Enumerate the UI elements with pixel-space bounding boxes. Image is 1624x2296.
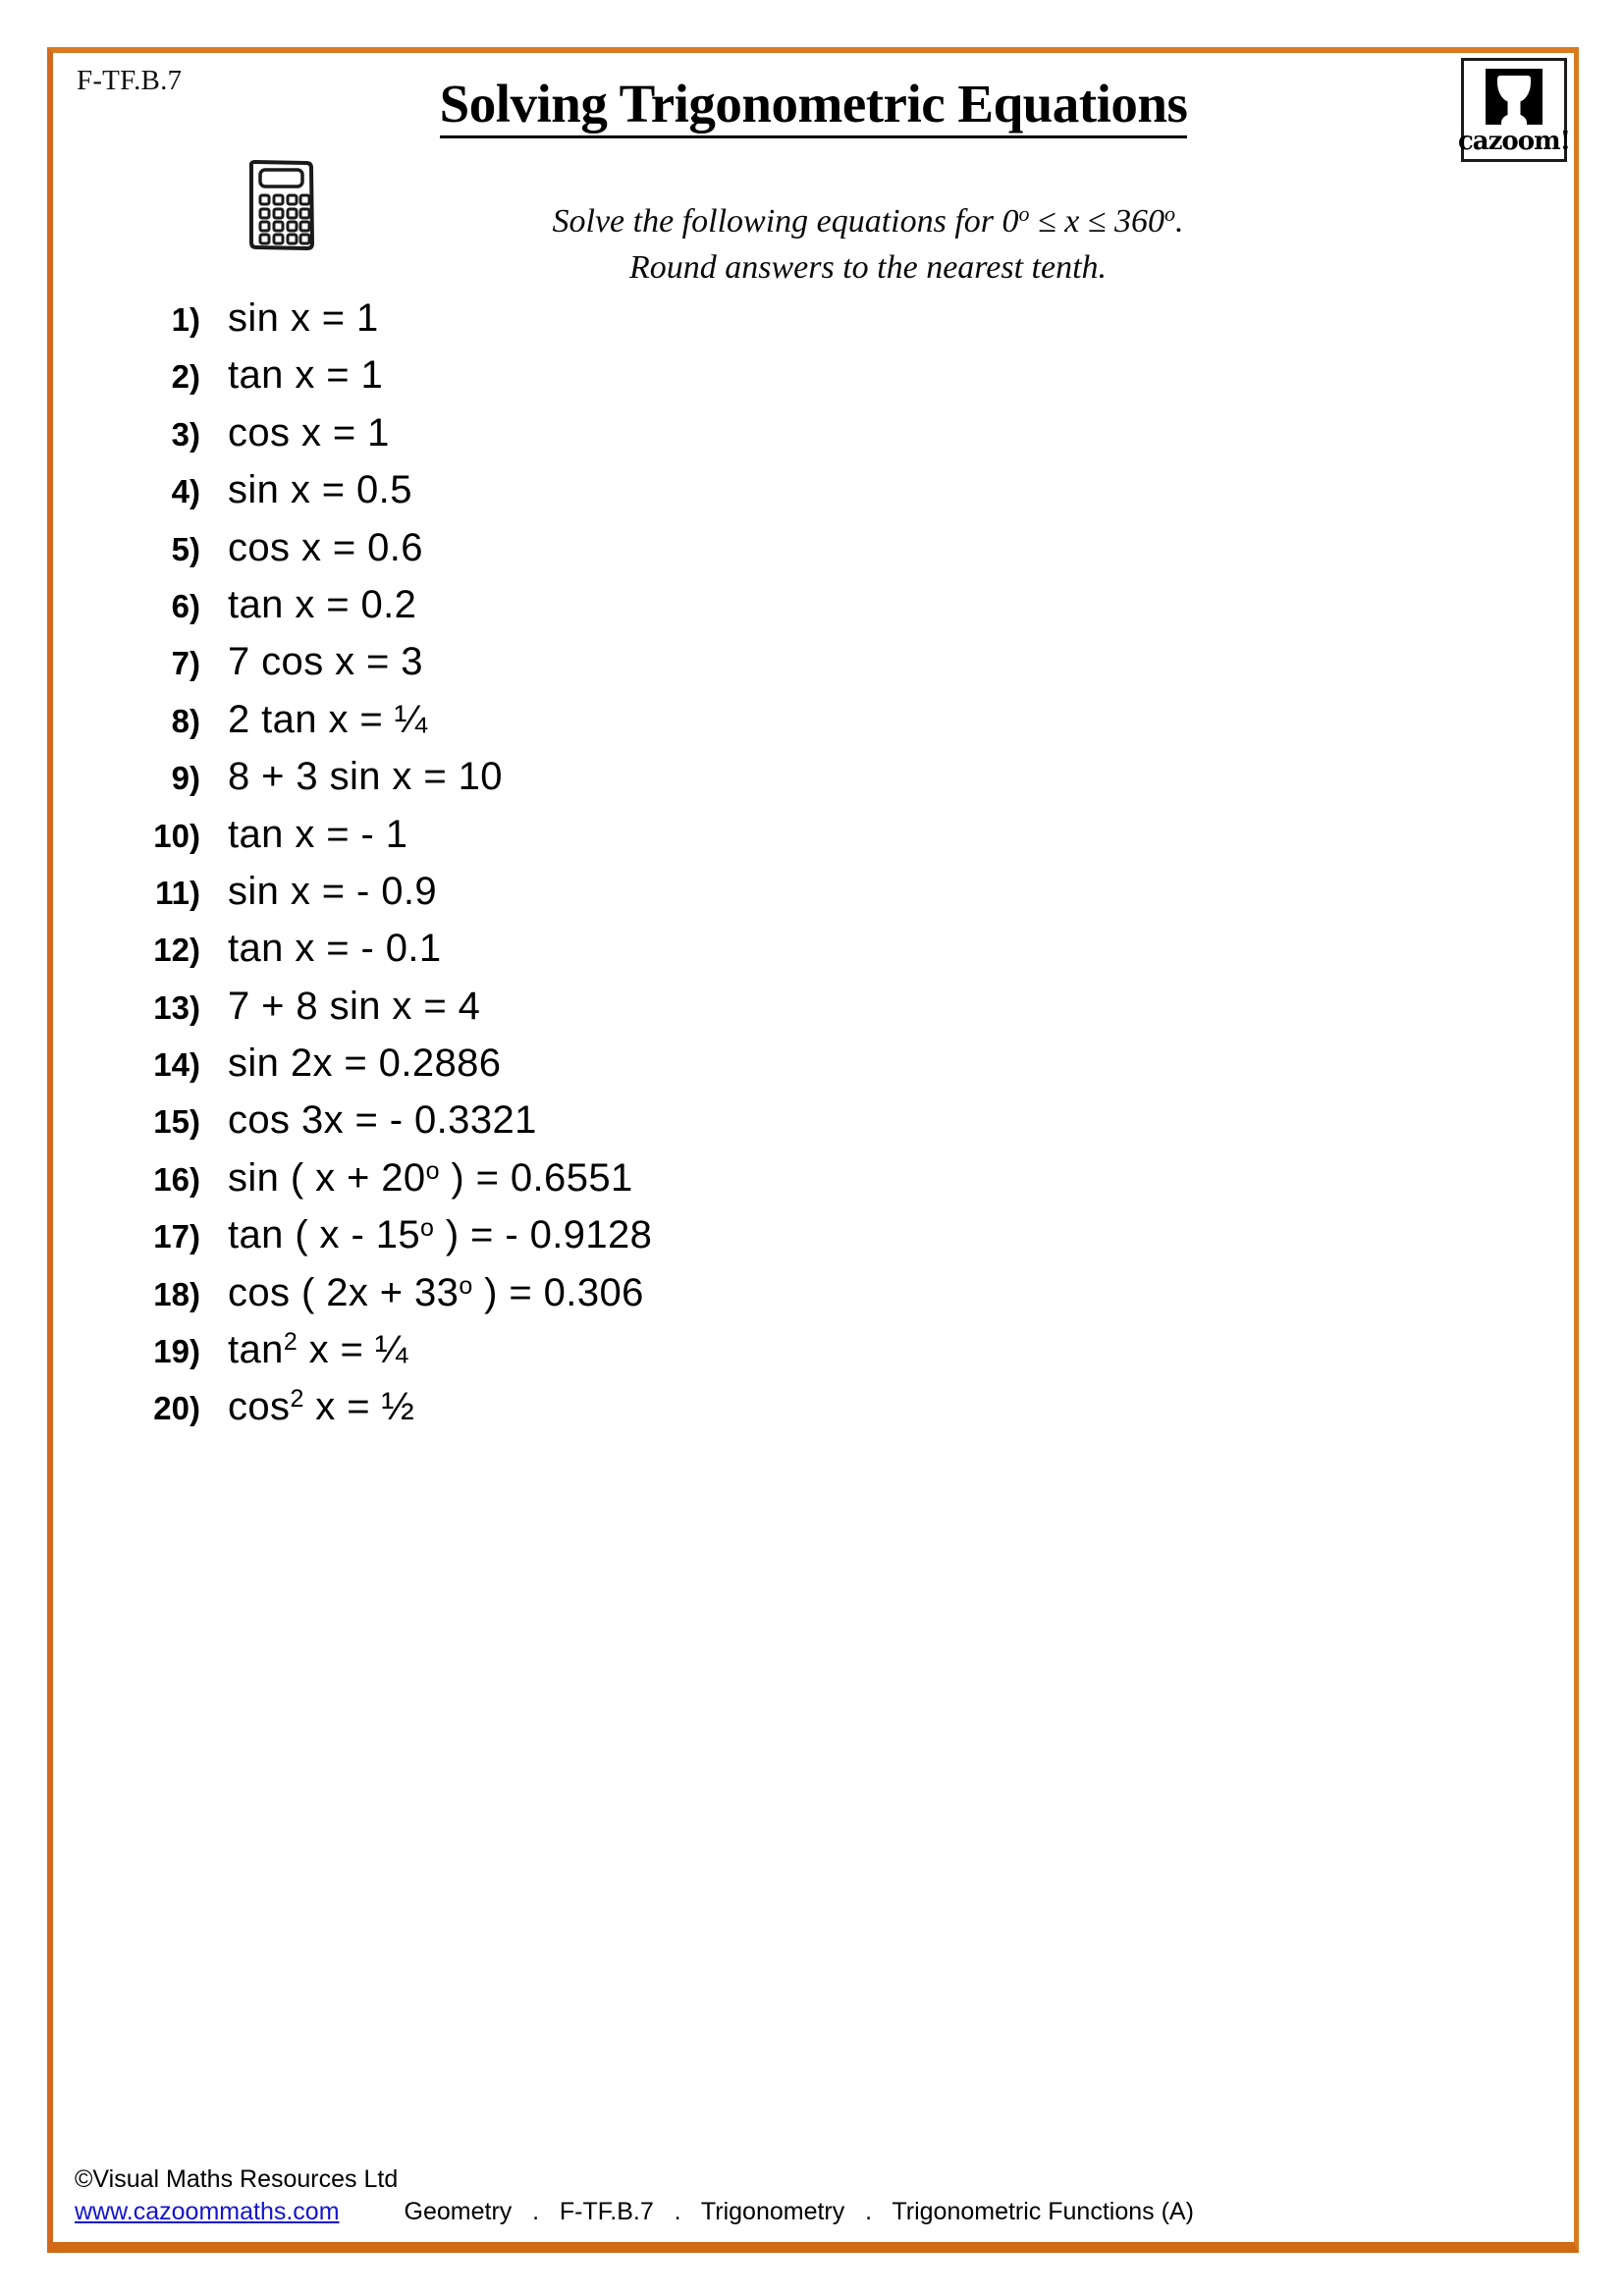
question-number: 3) [171,415,200,453]
question-equation: sin x = 0.5 [228,468,412,512]
question-row [53,1213,1574,1270]
question-equation: 7 cos x = 3 [228,640,423,684]
question-row [53,353,1574,410]
page-title [53,73,1574,134]
question-row [53,1328,1574,1385]
question-number: 6) [171,587,200,624]
question-row [53,870,1574,927]
question-number: 12) [153,932,200,969]
question-number: 7) [171,645,200,682]
question-row [53,985,1574,1041]
page-border [47,47,1579,2253]
question-equation: tan x = - 0.1 [228,927,442,971]
degree-symbol: o [1018,201,1030,226]
question-row [53,1041,1574,1098]
instructions [348,190,1388,291]
question-row [53,526,1574,583]
instruction-line-2: Round answers to the nearest tenth. [628,249,1108,286]
question-number: 4) [171,473,200,510]
question-equation: cos x = 1 [228,410,390,454]
question-row [53,468,1574,525]
question-number: 14) [153,1046,200,1084]
question-equation: 8 + 3 sin x = 10 [228,755,503,799]
instruction-line-1-a: Solve the following equations for 0 [552,203,1019,240]
question-equation: tan x = 0.2 [228,582,417,626]
question-row [53,813,1574,870]
question-equation: cos 3x = - 0.3321 [228,1098,537,1143]
footer-website-link[interactable]: www.cazoommaths.com [75,2198,340,2225]
question-row [53,927,1574,984]
question-equation: cos ( $2x + 33^o$ ) = 0.306 [228,1270,644,1314]
question-row [53,755,1574,812]
question-number: 13) [153,988,200,1026]
question-number: 18) [153,1275,200,1312]
footer [75,2163,1547,2228]
instruction-line-1-c: . [1174,203,1184,240]
cazoom-hourglass-icon [1486,69,1543,125]
question-equation: sin x = - 0.9 [228,869,438,913]
instruction-line-1-b: ≤ x ≤ 360 [1029,203,1164,240]
instruction-line-1 [348,190,1388,244]
question-number: 9) [171,760,200,797]
calculator-icon [245,159,316,251]
question-list [53,296,1574,1443]
page-title-text: Solving Trigonometric Equations [440,74,1188,138]
question-number: 10) [153,817,200,854]
question-row [53,583,1574,640]
cazoom-logo [1457,58,1571,162]
question-equation: 7 + 8 sin x = 4 [228,984,481,1028]
question-row [53,1156,1574,1213]
question-number: 2) [171,358,200,396]
question-equation: sin x = 1 [228,296,379,340]
question-equation: tan x = - 1 [228,812,408,856]
cazoom-logo-word: cazoom! [1457,127,1571,156]
question-equation: sin 2x = 0.2886 [228,1041,502,1086]
question-equation: $\tan^2 x$ = ¼ [228,1328,408,1372]
question-number: 15) [153,1103,200,1141]
footer-breadcrumbs: Geometry . F-TF.B.7 . Trigonometry . Trigonometric Functions (A) [404,2198,1194,2225]
question-equation: tan x = 1 [228,353,384,398]
question-row [53,1385,1574,1442]
question-number: 1) [171,301,200,338]
degree-symbol: o [1164,201,1175,226]
question-number: 5) [171,530,200,567]
question-number: 11) [155,874,200,911]
question-number: 19) [153,1333,200,1370]
question-equation: $\cos^2 x$ = ½ [228,1385,415,1429]
question-equation: cos x = 0.6 [228,525,423,569]
question-row [53,296,1574,353]
question-equation: 2 tan x = ¼ [228,697,428,741]
question-row [53,698,1574,755]
question-row [53,640,1574,697]
standard-code: F-TF.B.7 [77,65,183,96]
question-equation: tan ( x - 15$^o$ ) = - 0.9128 [228,1213,653,1257]
question-row [53,411,1574,468]
question-number: 17) [153,1218,200,1255]
question-row [53,1098,1574,1155]
question-equation: sin ( $x + 20^o$ ) = 0.6551 [228,1155,633,1200]
question-number: 8) [171,702,200,739]
question-number: 16) [153,1160,200,1198]
question-row [53,1271,1574,1328]
footer-copyright: ©Visual Maths Resources Ltd [75,2165,399,2193]
question-number: 20) [153,1390,200,1427]
